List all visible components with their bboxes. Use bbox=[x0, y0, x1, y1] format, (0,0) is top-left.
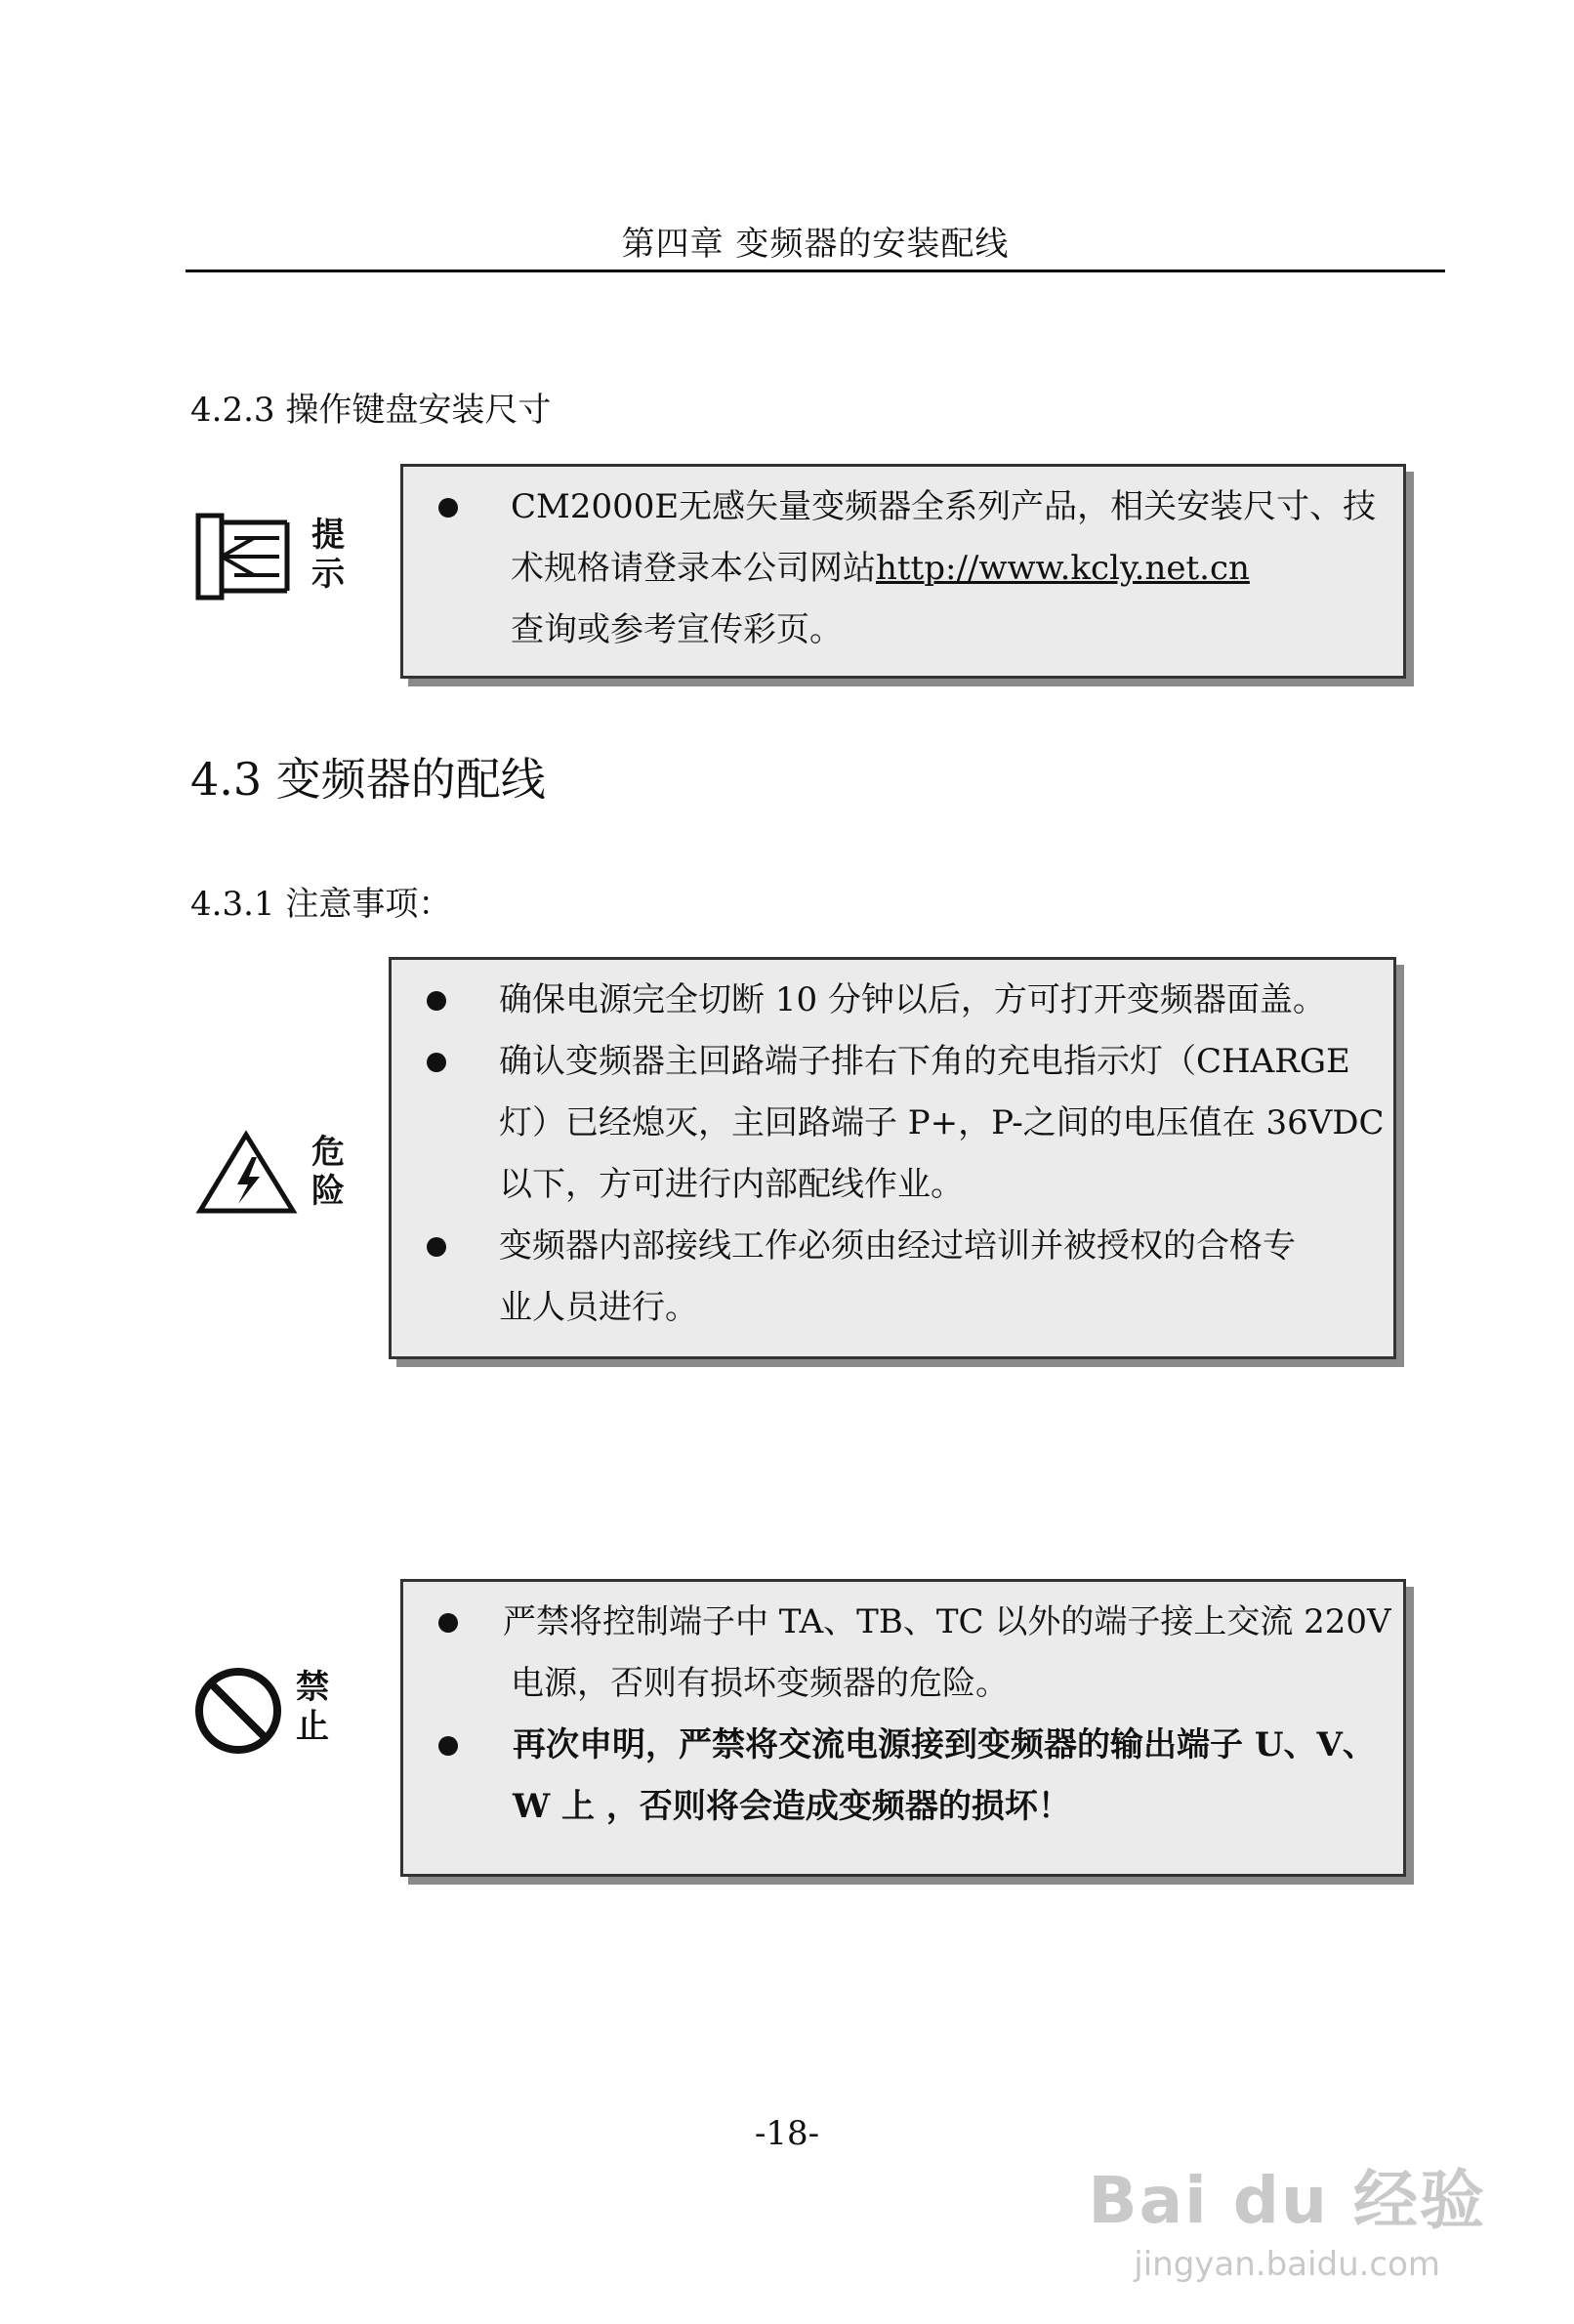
prohibition-item-1 bbox=[403, 1592, 1403, 1715]
danger-item-2-line-2: 灯）已经熄灭，主回路端子 P+，P-之间的电压值在 36VDC bbox=[499, 1103, 1385, 1142]
danger-item-3 bbox=[392, 1216, 1393, 1339]
hint-notice-box bbox=[400, 464, 1406, 679]
prohibition-notice-box bbox=[400, 1579, 1406, 1877]
hint-line-1: CM2000E无感矢量变频器全系列产品，相关安装尺寸、技 bbox=[511, 487, 1377, 526]
company-website-link[interactable]: http://www.kcly.net.cn bbox=[876, 549, 1250, 588]
danger-label bbox=[309, 1133, 348, 1211]
chapter-title: 第四章 变频器的安装配线 bbox=[621, 225, 1010, 264]
high-voltage-warning-icon bbox=[195, 1130, 298, 1216]
danger-item-2 bbox=[392, 1031, 1393, 1216]
prohibition-item-2-line-2: W 上 ，否则将会造成变频器的损坏！ bbox=[513, 1787, 1071, 1826]
danger-notice-box bbox=[389, 957, 1396, 1359]
bullet-icon bbox=[427, 991, 446, 1011]
document-hint-icon bbox=[195, 513, 293, 601]
hint-line-3: 查询或参考宣传彩页。 bbox=[511, 610, 843, 649]
header-rule bbox=[186, 270, 1445, 272]
prohibited-icon bbox=[193, 1666, 283, 1756]
section-heading-4-3-1: 4.3.1 注意事项： bbox=[190, 885, 452, 924]
hint-line-2 bbox=[511, 538, 1403, 600]
section-heading-4-3: 4.3 变频器的配线 bbox=[190, 753, 546, 806]
danger-item-1 bbox=[392, 970, 1393, 1031]
watermark-sub: jingyan.baidu.com bbox=[1134, 2245, 1441, 2284]
prohibition-item-1-line-2: 电源，否则有损坏变频器的危险。 bbox=[511, 1664, 1009, 1703]
danger-label-char-2: 险 bbox=[311, 1172, 345, 1211]
bullet-icon bbox=[427, 1053, 446, 1072]
prohibition-label-char-2: 止 bbox=[296, 1707, 329, 1746]
bullet-icon bbox=[427, 1237, 446, 1257]
bullet-icon bbox=[438, 1736, 458, 1756]
watermark-main: Bai du 经验 bbox=[1088, 2163, 1486, 2238]
prohibition-item-2 bbox=[403, 1715, 1403, 1838]
bullet-icon bbox=[438, 498, 458, 518]
danger-item-3-line-1: 变频器内部接线工作必须由经过培训并被授权的合格专 bbox=[499, 1226, 1296, 1266]
danger-label-char-1: 危 bbox=[311, 1133, 345, 1172]
hint-label bbox=[309, 516, 348, 594]
prohibition-label bbox=[293, 1668, 332, 1746]
hint-label-char-2: 示 bbox=[311, 555, 345, 594]
hint-label-char-1: 提 bbox=[311, 516, 345, 555]
prohibition-item-2-line-1: 再次申明，严禁将交流电源接到变频器的输出端子 U、V、 bbox=[513, 1725, 1376, 1764]
prohibition-item-1-line-1: 严禁将控制端子中 TA、TB、TC 以外的端子接上交流 220V bbox=[503, 1602, 1391, 1641]
bullet-icon bbox=[438, 1613, 458, 1633]
page-number: -18- bbox=[754, 2114, 820, 2153]
baidu-jingyan-watermark bbox=[1088, 2148, 1486, 2284]
hint-line-2-text: 术规格请登录本公司网站 bbox=[511, 549, 876, 588]
danger-item-1-line-1: 确保电源完全切断 10 分钟以后，方可打开变频器面盖。 bbox=[499, 980, 1326, 1019]
danger-item-2-line-1: 确认变频器主回路端子排右下角的充电指示灯（CHARGE bbox=[499, 1042, 1350, 1081]
prohibition-label-char-1: 禁 bbox=[296, 1668, 329, 1707]
hint-item bbox=[403, 477, 1403, 661]
danger-item-2-line-3: 以下，方可进行内部配线作业。 bbox=[499, 1165, 964, 1204]
danger-item-3-line-2: 业人员进行。 bbox=[499, 1288, 698, 1327]
section-heading-4-2-3: 4.2.3 操作键盘安装尺寸 bbox=[190, 391, 552, 430]
